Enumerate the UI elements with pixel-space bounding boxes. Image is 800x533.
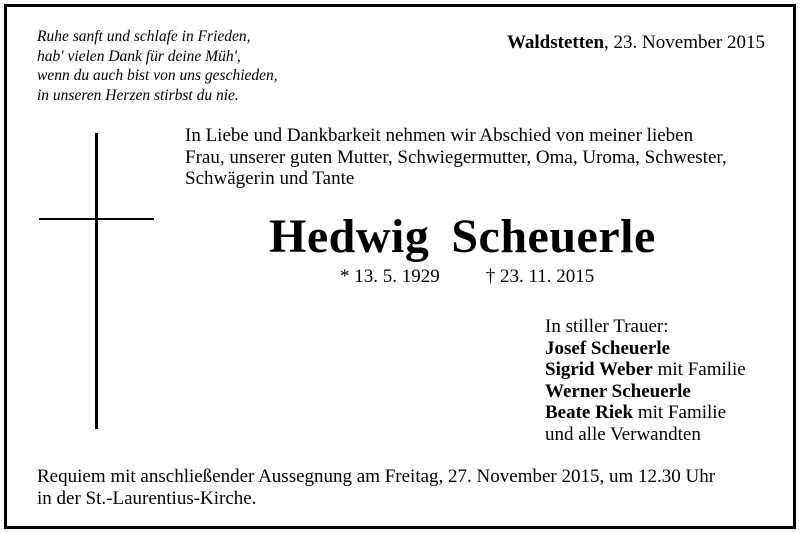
birth-date: * 13. 5. 1929: [340, 266, 440, 287]
mourner-entry: [545, 381, 746, 403]
mourner-name: Sigrid Weber: [545, 359, 653, 380]
mourner-name: Werner Scheuerle: [545, 380, 691, 402]
poem-line: Ruhe sanft und schlafe in Frieden,: [37, 28, 251, 45]
deceased-name: [269, 209, 656, 265]
poem: [37, 27, 357, 105]
mourner-suffix: mit Familie: [652, 359, 746, 380]
cross-horizontal-bar: [39, 218, 154, 220]
intro-line: Frau, unserer guten Mutter, Schwiegermutter, Oma, Uroma, Schwester,: [185, 146, 727, 168]
last-name: Scheuerle: [451, 210, 656, 263]
mourners-closing: und alle Verwandten: [545, 423, 701, 445]
cross-vertical-bar: [95, 133, 98, 429]
first-name: Hedwig: [269, 210, 430, 263]
mourner-name: Josef Scheuerle: [545, 337, 671, 359]
poem-line: hab' vielen Dank für deine Müh',: [37, 47, 241, 65]
place: Waldstetten: [506, 32, 605, 53]
poem-line: wenn du auch bist von uns geschieden,: [37, 67, 278, 84]
place-date: [507, 32, 765, 54]
mourner-entry: [545, 338, 746, 360]
requiem-line: in der St.-Laurentius-Kirche.: [37, 487, 257, 509]
mourner-entry: [545, 402, 746, 424]
poem-line: in unseren Herzen stirbst du nie.: [37, 86, 239, 104]
date: , 23. November 2015: [604, 32, 765, 53]
mourner-entry: [545, 359, 746, 381]
mourner-name: Beate Riek: [545, 402, 634, 423]
mourners: [545, 316, 746, 445]
intro-line: Schwägerin und Tante: [185, 168, 355, 189]
mourner-suffix: mit Familie: [633, 402, 727, 423]
requiem-line: Requiem mit anschließender Aussegnung am Freitag, 27. November 2015, um 12.30 Uhr: [37, 466, 716, 487]
requiem-notice: [37, 466, 767, 509]
death-date: † 23. 11. 2015: [485, 266, 595, 287]
intro-line: In Liebe und Dankbarkeit nehmen wir Abschied von meiner lieben: [185, 125, 694, 146]
obituary-card: [4, 4, 796, 529]
intro-text: [185, 125, 769, 190]
life-dates: [340, 266, 594, 288]
mourners-heading: In stiller Trauer:: [545, 316, 669, 337]
